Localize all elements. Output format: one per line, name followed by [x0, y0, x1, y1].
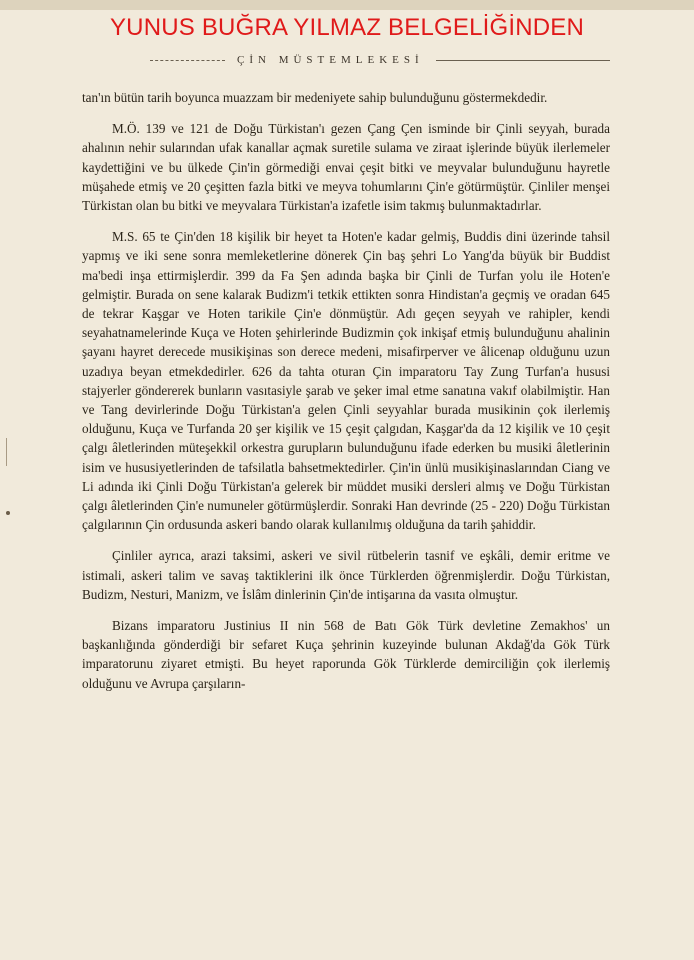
- running-head-rule-right: [436, 60, 610, 61]
- running-head-text: ÇİN MÜSTEMLEKESİ: [237, 54, 424, 66]
- watermark-title: YUNUS BUĞRA YILMAZ BELGELİĞİNDEN: [109, 14, 585, 41]
- paragraph: tan'ın bütün tarih boyunca muazzam bir medeniyete sahip bulunduğunu göstermekdedir.: [82, 90, 548, 105]
- binding-dot: [6, 511, 10, 515]
- body-text: [82, 88, 610, 705]
- running-head: [150, 52, 610, 68]
- paragraph: M.S. 65 te Çin'den 18 kişilik bir heyet ta Hoten'e kadar gelmiş, Buddis dini üzerinde tahsil yapmış ve iki sene sonra memleketlerine dönerek Çin baş şehri Lo Yang'da büyük bir Buddist ma'bedi inşa ettirmişlerdir. 399 da Fa Şen adında başka bir Çinli de Turfan yolu ile Hoten'e gelmiştir. Burada on sene kalarak Budizm'i tetkik ettikten sonra Hindistan'a geçmiş ve oradan 645 de tekrar Kaşgar ve Hoten tarikile Çin'e dönmüştür. Adı geçen seyyah ve rahipler, kendi seyahatnamelerinde Kuça ve Hoten şehirlerinde Budizmin çok inkişaf etmiş bulunduğunu ahalinin şayanı hayret derecede musikişinas son derece medeni, misafirperver ve âlicenap olduğunu uzun uzadıya beyan etmekdedirler. 626 da tahta oturan Çin imparatoru Tay Zung Turfan'a hususi stajyerler göndererek bunların vasıtasiyle şarab ve şeker imal etme sanatına vakıf olabilmiştir. Han ve Tang devirlerinde Doğu Türkistan'a gelen Çinli seyyahlar burada musikinin çok ilerlemiş olduğunu, Kuça ve Turfanda 20 şer kişilik ve 15 çeşit çalgıdan, Kaşgar'da da 12 kişilik ve 10 çeşit çalgı âletlerinden müteşekkil orkestra gurupların bulunduğunu ifade ederken bu musiki âletlerinin isim ve hususiyetlerinden de tafsilatla bahsetmektedirler. Çin'in ünlü musikişinaslarından Ciang ve Li adında iki Çinli Doğu Türkistan'a gelerek bir müddet musiki dersleri almış ve Doğu Türkistan çalgı âletlerinden Çin'e numuneler götürmüşlerdir. Sonraki Han devrinde (25 - 220) Doğu Türkistan çalgılarının Çin ordusunda askeri bando olarak kullanılmış olduğuna da tarih şahiddir.: [82, 229, 610, 533]
- page-top-edge: [0, 0, 694, 10]
- paragraph: Çinliler ayrıca, arazi taksimi, askeri ve sivil rütbelerin tasnif ve eşkâli, demir eritme ve istimali, askeri talim ve savaş taktiklerini ilk önce Türklerden öğrenmişlerdir. Doğu Türkistan, Budizm, Nesturi, Manizm, ve İslâm dinlerinin Çin'de intişarına da vasıta olmuştur.: [82, 548, 610, 602]
- running-head-rule-left: [150, 60, 225, 61]
- binding-mark: [6, 438, 7, 466]
- paragraph: Bizans imparatoru Justinius II nin 568 de Batı Gök Türk devletine Zemakhos' un başkanlığında gönderdiği bir sefaret Kuça şehrinin kuzeyinde bulunan Akdağ'da Gök Türk imparatorunu ziyaret etmişti. Bu heyet raporunda Gök Türklerde demirciliğin çok ilerlemiş olduğunu ve Avrupa çarşıların-: [82, 618, 610, 691]
- paragraph: M.Ö. 139 ve 121 de Doğu Türkistan'ı gezen Çang Çen isminde bir Çinli seyyah, burada ahalının nehir sularından ufak kanallar açmak suretile sulama ve ziraat işlerinde büyük ilerlemeler kaydettiğini ve bu ülkede Çin'in görmediği envai çeşit bitki ve meyvalar bulunduğunu hayretle müşahede etmiş ve 20 çeşitten fazla bitki ve meyva tohumlarını Çin'e götürmüştür. Çinliler menşei Türkistan olan bu bitki ve meyvalara Türkistan'a izafetle isim takmış bulunmaktadırlar.: [82, 121, 610, 214]
